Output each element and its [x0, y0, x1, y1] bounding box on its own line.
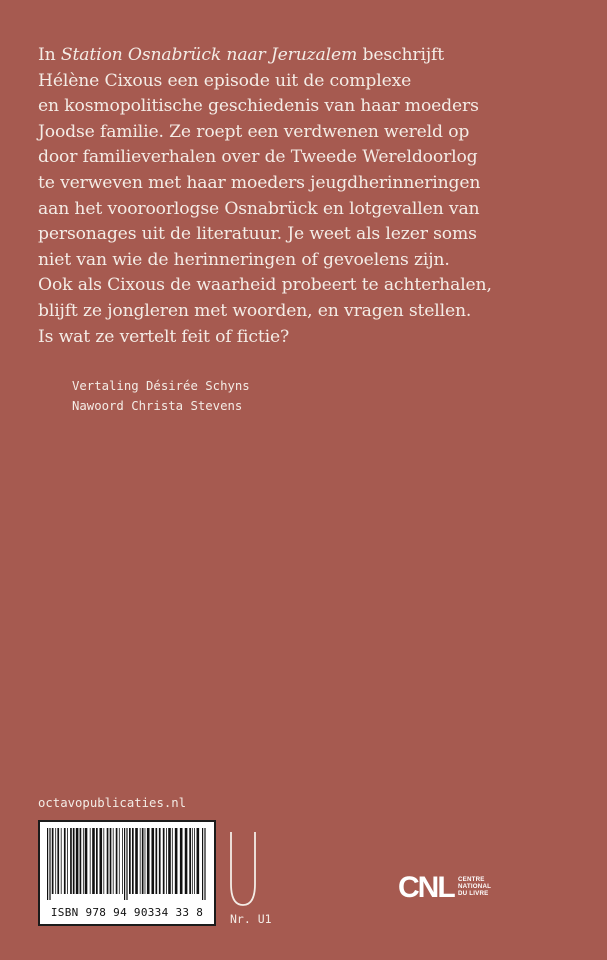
barcode-bar	[185, 828, 188, 894]
cnl-caption-line2: NATIONAL	[458, 883, 492, 890]
blurb-line: te verweven met haar moeders jeugdherinneringen	[38, 172, 481, 193]
blurb-text-segment: beschrijft	[357, 45, 444, 65]
barcode-bar	[202, 828, 203, 900]
barcode-bar	[113, 828, 114, 894]
barcode-bar	[140, 828, 141, 894]
series-letter-u	[228, 832, 258, 908]
barcode-bar	[180, 828, 183, 894]
barcode-bar	[204, 828, 205, 900]
barcode-bar	[163, 828, 165, 894]
barcode-bar	[76, 828, 79, 894]
barcode-bar	[80, 828, 82, 894]
barcode-bar	[107, 828, 109, 894]
barcode-bar	[129, 828, 131, 894]
barcode-bar	[99, 828, 102, 894]
cnl-logo	[398, 870, 502, 910]
barcode-bar	[57, 828, 59, 894]
barcode-bar	[132, 828, 134, 894]
blurb-line	[38, 43, 583, 69]
cnl-logo-letters: CNL	[398, 871, 454, 904]
barcode-bar	[151, 828, 154, 894]
barcode-bar	[168, 828, 171, 894]
barcode-bar	[194, 828, 195, 894]
barcode-bar	[103, 828, 104, 894]
barcode-bar	[61, 828, 62, 894]
series-number: Nr. U1	[230, 912, 272, 926]
barcode-bar	[155, 828, 157, 894]
afterword-credit: Nawoord Christa Stevens	[72, 399, 243, 413]
barcode-bars	[45, 828, 209, 900]
barcode-bar	[96, 828, 98, 894]
barcode-bar	[192, 828, 193, 894]
barcode-bar	[119, 828, 120, 894]
barcode-bar	[126, 828, 127, 900]
barcode-bar	[145, 828, 146, 894]
barcode-bar	[90, 828, 91, 894]
translator-credit: Vertaling Désirée Schyns	[72, 379, 250, 393]
blurb-text-segment: In	[38, 45, 61, 65]
barcode-bar	[197, 828, 200, 894]
publisher-website: octavopublicaties.nl	[38, 796, 187, 810]
blurb-line: Is wat ze vertelt feit of fictie?	[38, 326, 290, 347]
barcode-bar	[159, 828, 161, 894]
barcode-bar	[124, 828, 125, 900]
barcode-bar	[55, 828, 56, 894]
blurb-line: niet van wie de herinneringen of gevoelens zijn.	[38, 249, 450, 270]
barcode-bar	[67, 828, 68, 894]
blurb-line: Ook als Cixous de waarheid probeert te achterhalen,	[38, 275, 492, 296]
book-title: Station Osnabrück naar Jeruzalem	[60, 45, 358, 65]
barcode-bar	[172, 828, 173, 894]
blurb-text	[38, 43, 583, 350]
barcode-bar	[142, 828, 144, 894]
barcode-bar	[49, 828, 50, 900]
isbn-number: ISBN 978 94 90334 33 8	[50, 906, 204, 919]
barcode-bar	[189, 828, 191, 894]
blurb-line: Joodse familie. Ze roept een verdwenen wereld op	[38, 121, 470, 142]
barcode-bar	[52, 828, 54, 894]
cnl-caption-line1: CENTRE	[458, 876, 485, 883]
blurb-line: en kosmopolitische geschiedenis van haar moeders	[38, 96, 479, 117]
barcode-bar	[110, 828, 112, 894]
blurb-line: blijft ze jongleren met woorden, en vragen stellen.	[38, 300, 472, 321]
barcode-bar	[64, 828, 66, 894]
barcode-bar	[73, 828, 75, 894]
credits	[72, 376, 250, 416]
blurb-line: personages uit de literatuur. Je weet als lezer soms	[38, 224, 477, 245]
blurb-line: door familieverhalen over de Tweede Wereldoorlog	[38, 147, 478, 168]
barcode-bar	[70, 828, 72, 894]
cnl-logo-caption	[458, 876, 491, 897]
barcode-bar	[85, 828, 88, 894]
blurb-line: Hélène Cixous een episode uit de complexe	[38, 70, 412, 91]
barcode-bar	[116, 828, 118, 894]
barcode-bar	[83, 828, 84, 894]
cnl-caption-line3: DU LIVRE	[458, 890, 489, 897]
barcode-bar	[147, 828, 150, 894]
barcode-bar	[175, 828, 178, 894]
barcode-bar	[135, 828, 138, 894]
isbn-barcode	[38, 820, 216, 926]
barcode-bar	[122, 828, 123, 894]
barcode-bar	[166, 828, 167, 894]
blurb-line: aan het vooroorlogse Osnabrück en lotgevallen van	[38, 198, 480, 219]
barcode-bar	[47, 828, 48, 900]
barcode-bar	[92, 828, 95, 894]
